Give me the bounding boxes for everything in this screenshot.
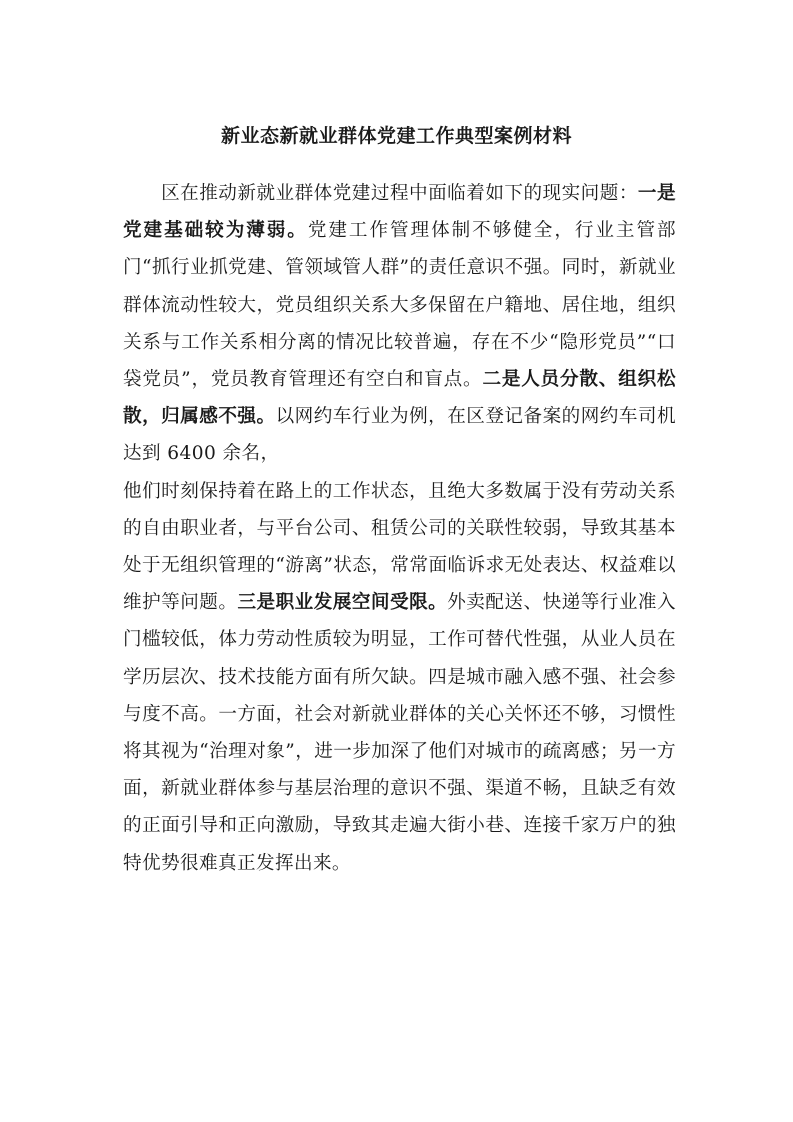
point-three-heading: 三是职业发展空间受限。 [237, 592, 448, 614]
point-one-text: 党建工作管理体制不够健全，行业主管部门“抓行业抓党建、管领域管人群”的责任意识不强。同时，新就业群体流动性较大，党员组织关系大多保留在户籍地、居住地，组织关系与工作关系相分离的情况比较普遍，存在不少“隐形党员”“口袋党员”，党员教育管理还有空白和盲点。 [123, 220, 677, 391]
point-three-text: 外卖配送、快递等行业准入门槛较低，体力劳动性质较为明显，工作可替代性强，从业人员在学历层次、技术技能方面有所欠缺。四是城市融入感不强、社会参与度不高。一方面，社会对新就业群体的关心关怀还不够，习惯性将其视为“治理对象”，进一步加深了他们对城市的疏离感；另一方面，新就业群体参与基层治理的意识不强、渠道不畅，且缺乏有效的正面引导和正向激励，导致其走遍大街小巷、连接千家万户的独特优势很难真正发挥出来。 [123, 592, 676, 874]
point-one-heading: 一是党建基础较为薄弱。 [123, 183, 676, 242]
paragraph-intro: 区在推动新就业群体党建过程中面临着如下的现实问题： [161, 183, 638, 204]
point-two-heading: 二是人员分散、组织松散，归属感不强。 [123, 369, 676, 428]
document-title: 新业态新就业群体党建工作典型案例材料 [220, 125, 572, 147]
document-paragraph [123, 175, 676, 882]
point-two-text-b: 他们时刻保持着在路上的工作状态，且绝大多数属于没有劳动关系的自由职业者，与平台公司、租赁公司的关联性较弱，导致其基本处于无组织管理的“游离”状态，常常面临诉求无处表达、权益难以维护等问题。 [123, 480, 676, 614]
point-two-text-a: 以网约车行业为例，在区登记备案的网约车司机达到 6400 余名， [123, 406, 676, 465]
